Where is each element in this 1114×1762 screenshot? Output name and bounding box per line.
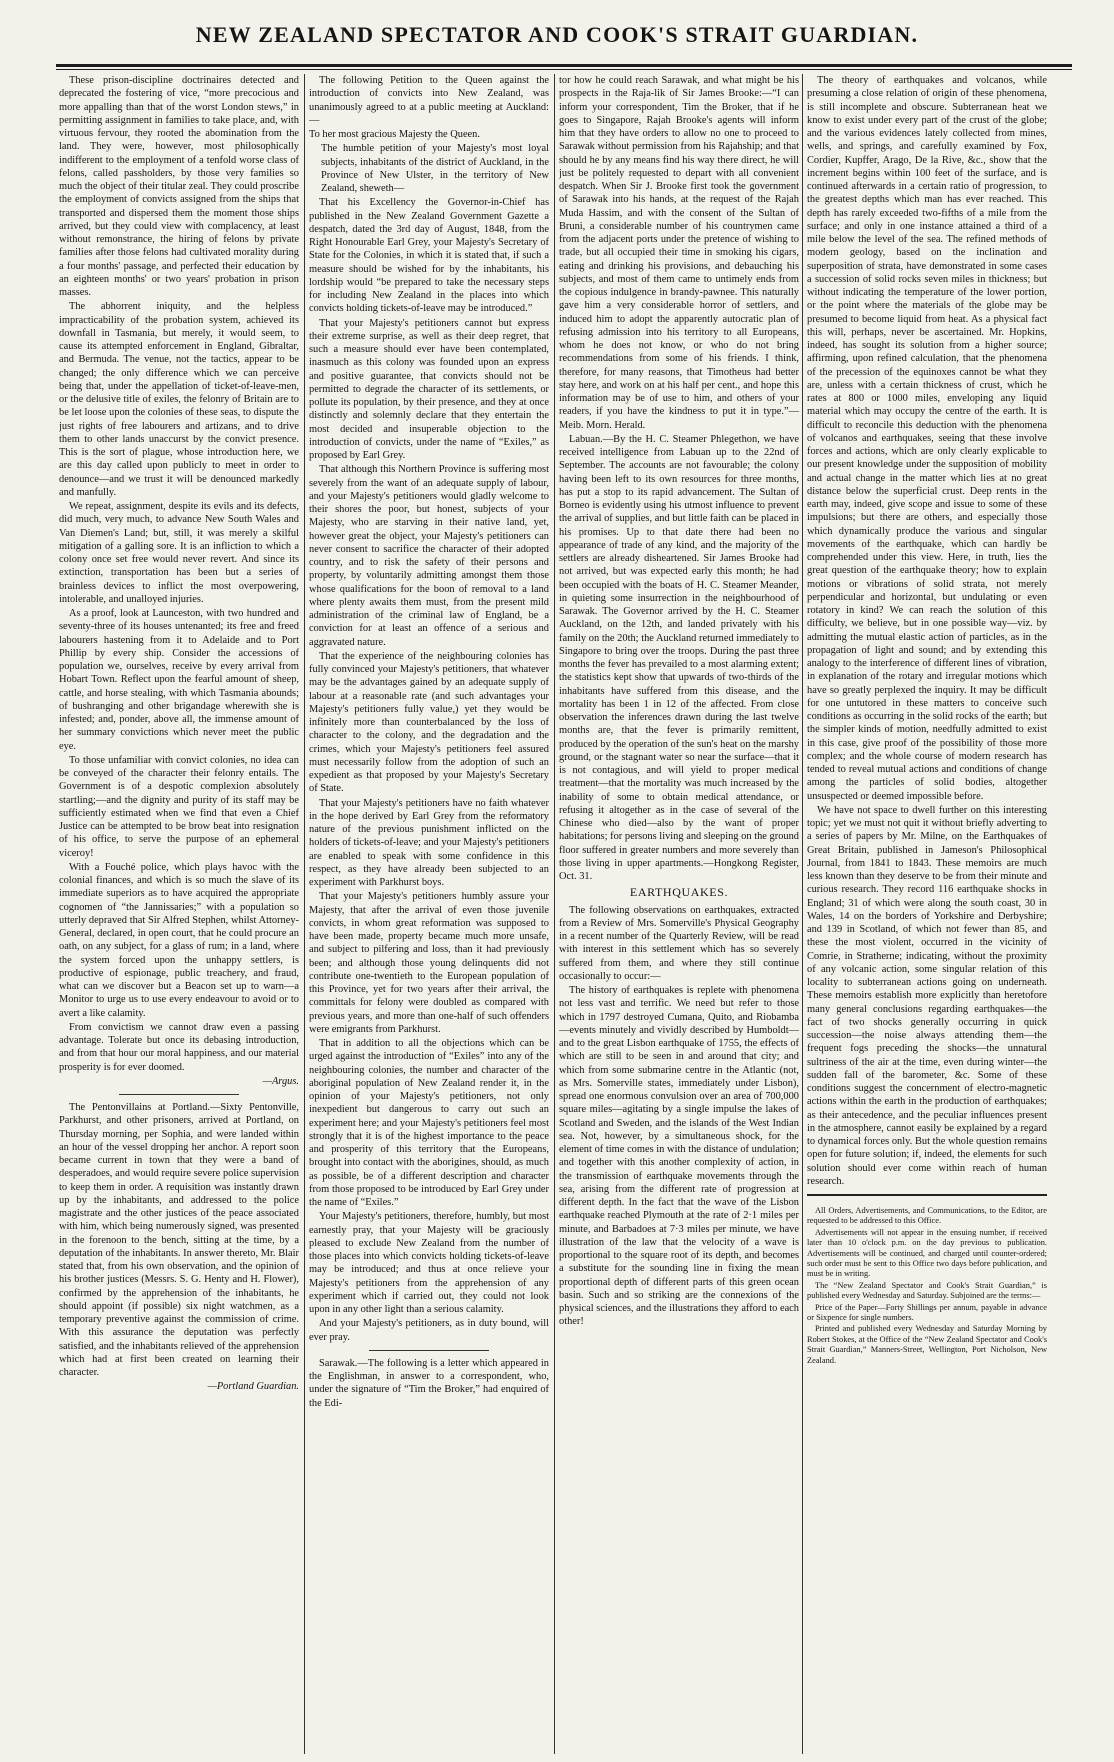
column-divider	[802, 74, 803, 1754]
paragraph: From convictism we cannot draw even a passing advantage. Tolerate but once its debasing introduction, and from that hour our moral happiness, and our material prosperity is for ever doomed.	[59, 1021, 299, 1073]
masthead-title: NEW ZEALAND SPECTATOR AND COOK'S STRAIT GUARDIAN.	[195, 22, 919, 47]
column-3	[559, 74, 799, 1752]
paragraph: The theory of earthquakes and volcanos, while presuming a close relation of origin of these phenomena, is still incomplete and obscure. Subterranean heat we know to exist under every part of the crust of the globe; and the various evidences lately collected from mines, wells, and springs, and carefully examined by Fox, Cordier, Kupffer, Arago, De la Rive, &c., show that the increment begins within 100 feet of the surface, and is continued afterwards in a certain ratio of progression, to the greatest depths which man has ever reached. This depth has rarely exceeded two-fifths of a mile from the surface; and only in one instance attained a third of a mile below the level of the sea. The refined methods of modern geology, based on the inclination and superposition of strata, have demonstrated in some cases a succession of solid rocks seven miles in thickness; but without indicating the temperature of the lower portion, or the point where the materials of the globe may be presumed to become liquid from heat. As a physical fact this will, perhaps, never be ascertained. Mr. Hopkins, indeed, has sought its solution from a higher source; affirming, upon refined calculation, that the phenomena of the precession of the equinoxes cannot be what they are, unless with a certain thickness of crust, which he rates at 800 or 1000 miles, enveloping any liquid material which may occupy the centre of the earth. It is difficult to reconcile this deduction with the phenomena of volcanos and earthquakes, seeing that these involve forces and actions, which are only clearly explicable to our present knowledge under the supposition of mobility and actual change in the matter which lies at no great distance below the superficial crust. Deep rents in the earth may, indeed, give scope and issue to some of these impulsions; but there are others, and especially those which dynamically produce the various and singular movements of the earthquake, which can hardly be comprehended under this view. Here, in truth, lies the great question of the earthquake theory; how to explain motions or vibrations of solid strata, not merely perpendicular and horizontal, but undulating or even rotatory in kind? We can reach the solution of this difficulty, we believe, but in one possible way—viz. by admitting the mutual elastic action of particles, as in the propagation of light and sound; and by extending this analogy to the interference of different lines of vibration, in explanation of the rotary and irregular motions which have so greatly perplexed the inquiry. It may be difficult for one untutored in these matters to conceive such conditions as occurring in the solid rocks of the earth; but the simpler kinds of motion, needfully admitted to exist in this case, give proof of the possibility of those more complex; and the whole course of modern research has tended to reveal mutual actions and conditions of change among the particles of solid bodies, altogether unsuspected or deemed impossible before.	[807, 75, 1047, 802]
paragraph: We have not space to dwell further on this interesting topic; yet we must not quit it without briefly adverting to a series of papers by Mr. Milne, on the Earthquakes of Great Britain, published in Jameson's Philosophical Journal, from 1841 to 1843. These memoirs are much less known than they deserve to be from their minute and curious research. They record 116 earthquake shocks in England; 31 of which were along the south coast, 30 in Wales, 14 on the borders of Yorkshire and Derbyshire; and 139 in Scotland, of which not fewer than 85, and these the most violent, occurred in the vicinity of Comrie, in Stratherne; indicating, without the proximity of any volcanic action, some singular relation of this locality to subterranean actions going on underneath. These memoirs establish more explicitly than heretofore many general conclusions regarding earthquakes—the fact of two shocks generally occurring in quick succession—the noise always attending them—the frequent fogs preceding the shocks—the unnatural sultriness of the air at the time, even during winter—the sudden fall of the barometer, &c. Some of these conditions suggest the concernment of electro-magnetic actions within the earth in the production of earthquakes; as their antecedence, and the peculiar influences present in the atmosphere, cannot easily be explained by a regard to dynamical forces only. But the whole question remains open for future solution; if, indeed, the elements for such solution should ever come within reach of human research.	[807, 804, 1047, 1187]
paragraph: That your Majesty's petitioners have no faith whatever in the hope derived by Earl Grey from the reformatory nature of the previous punishment inflicted on the holders of tickets-of-leave; and your Majesty's petitioners are enabled to speak with some confidence in this respect, as they have already been subjected to an experiment with Parkhurst boys.	[309, 797, 549, 888]
paragraph: With a Fouché police, which plays havoc with the colonial finances, and which is so much the slave of its immediate superiors as to have acquired the appropriate cognomen of “the Jannissaries;” with a population so utterly depraved that Sir Alfred Stephen, whilst Attorney-General, declared, in open court, that he could procure an oath, on any subject, for a glass of rum; in a land, where the system forced upon the unhappy settlers, is productive of espionage, public treachery, and fraud, what can we discover but a Beacon set up to warn—a Monitor to urge us to use every endeavour to avoid or to avert a like calamity.	[59, 861, 299, 1019]
article-source: —Portland Guardian.	[207, 1381, 299, 1393]
publisher-notice	[807, 1206, 1047, 1366]
paragraph: That in addition to all the objections which can be urged against the introduction of “Exiles” into any of the neighbouring colonies, the number and character of the aboriginal population of New Zealand render it, in the opinion of your Majesty's petitioners, not only inexpedient but dangerous to carry out such an experiment here; and your Majesty's petitioners feel most strongly that it is of the highest importance to the peace and prosperity of this territory that the Europeans, brought into contact with the aborigines, should, as much as possible, be of a different description and character from those proposed to be introduced by Earl Grey under the name of “Exiles.”	[309, 1038, 549, 1208]
section-heading: EARTHQUAKES.	[629, 885, 729, 900]
notice-line: Price of the Paper—Forty Shillings per annum, payable in advance or Sixpence for single numbers.	[807, 1302, 1047, 1323]
column-divider	[554, 74, 555, 1754]
paragraph: That your Majesty's petitioners humbly assure your Majesty, that after the arrival of even those juvenile convicts, in whom great reformation was supposed to have been made, property became much more unsafe, and subject to pilfering and loss, than it had previously been; and although those young delinquents did not contribute one-twentieth to the European population of this Province, yet for two years after their arrival, the committals for felony were doubled as compared with previous years, and more than one-half of such offenders were emigrants from Parkhurst.	[309, 891, 549, 1035]
paragraph: That your Majesty's petitioners cannot but express their extreme surprise, as well as their deep regret, that such a measure should ever have been contemplated, inasmuch as this colony was founded upon an express and positive guarantee, that convicts should not be permitted to degrade the character of its settlements, or pollute its population, by their presence, and they at once distinctly and solemnly declare that they entertain the most decided and insuperable objection to the introduction of convicts, under the name of “Exiles,” as proposed by Earl Grey.	[309, 317, 549, 461]
masthead-rule-thick	[56, 64, 1072, 67]
column-4	[807, 74, 1047, 1752]
notice-line: All Orders, Advertisements, and Communications, to the Editor, are requested to be addressed to this Office.	[807, 1206, 1047, 1226]
paragraph: That his Excellency the Governor-in-Chief has published in the New Zealand Government Gazette a despatch, dated the 3rd day of August, 1848, from the Right Honourable Earl Grey, your Majesty's Secretary of State for the Colonies, in which it is stated that, if such a measure should be wished for by the inhabitants, his lordship would “be prepared to take the necessary steps for including New Zealand in the places into which convicts holding tickets-of-leave may be introduced.”	[309, 197, 549, 315]
article-separator	[119, 1094, 239, 1095]
paragraph: As a proof, look at Launceston, with two hundred and seventy-three of its houses untenanted; its free and freed labourers hastening from it to Adelaide and to Port Phillip by every ship. Consider the accessions of population we, ourselves, receive by every arrival from Hobart Town. Reflect upon the fearful amount of sheep, cattle, and horse stealing, with which Tasmania abounds; of bushranging and other brigandage wherewith she is infested; and, ponder, above all, the immense amount of her summary convictions which never meet the public eye.	[59, 608, 299, 752]
paragraph: The following observations on earthquakes, extracted from a Review of Mrs. Somerville's Physical Geography in a recent number of the Quarterly Review, will be read with interest in this settlement which has so severely suffered from them, and where they still continue occasionally to occur:—	[559, 904, 799, 982]
paragraph: The abhorrent iniquity, and the helpless impracticability of the probation system, achieved its downfall in Tasmania, but merely, it would seem, to cause its attempted enforcement in England, Gibraltar, and Bermuda. The venue, not the tactics, appear to be changed; the only difference which we can perceive being that, under the appellation of ticket-of-leave-men, or the delusive title of exiles, the felonry of Britain are to be let loose upon the colonies of these seas, to dispute the just rights of free labourers and artizans, and to drive them to other lands unaccurst by the convict presence. This is the sort of plague, whose introduction here, we are this day called upon publicly to meet in order to denounce—and we trust it will be denounced markedly and manfully.	[59, 301, 299, 498]
paragraph: And your Majesty's petitioners, as in duty bound, will ever pray.	[309, 1318, 549, 1343]
article-source: —Argus.	[262, 1075, 299, 1087]
paragraph: We repeat, assignment, despite its evils and its defects, did much, very much, to advance New South Wales and Van Diemen's Land; but, still, it was merely a skilful mitigation of a galling sore. It is an infliction to which a colony once set free would never revert. And since its extinction, transportation has been but a series of brainless devices to inflict the most overpowering, intolerable, and unalloyed injuries.	[59, 501, 299, 605]
column-divider	[304, 74, 305, 1754]
paragraph: That the experience of the neighbouring colonies has fully convinced your Majesty's petitioners, that whatever may be the advantages gained by an adequate supply of labour at a reasonable rate (and such advantages your Majesty's petitioners fully value,) yet they would be infinitely more than counterbalanced by the loss of character to the colony, and the degradation and the crimes, which your Majesty's petitioners feel assured must necessarily follow from the adoption of such an expedient as that proposed by your Majesty's Secretary of State.	[309, 650, 549, 795]
sarawak-article: Sarawak.—The following is a letter which appeared in the Englishman, in answer to a correspondent, who, under the signature of “Tim the Broker,” had enquired of the Edi-	[309, 1357, 549, 1409]
notice-line: Advertisements will not appear in the ensuing number, if received later than 10 o'clock p.m. on the day previous to publication. Advertisements will be continued, and charged until counter-ordered; such order must be sent to this Office two days before publication, and must be in writing.	[807, 1227, 1047, 1279]
paragraph: To those unfamiliar with convict colonies, no idea can be conveyed of the character their felonry entails. The Government is of a despotic complexion absolutely startling;—and the dignity and purity of its staff may be sufficiently estimated when we find that even a Chief Justice can be attempted to be brow beat into resignation of his office, to serve the purpose of an ephemeral viceroy!	[59, 754, 299, 859]
paragraph: That although this Northern Province is suffering most severely from the want of an adequate supply of labour, and your Majesty's petitioners would gladly welcome to their shores the poor, but honest, subjects of your Majesty, who are starving in their native land, yet, however great the object, your Majesty's petitioners can never consent to sacrifice the character of their adopted country, and to risk the safety of their persons and property, by voluntarily admitting amongst them those whose qualifications for the boon of removal to a land where plenty awaits them must, from the present mild administration of the criminal law of England, be a conviction for at least an offence of a serious and aggravated nature.	[309, 464, 549, 648]
labuan-article: Labuan.—By the H. C. Steamer Phlegethon, we have received intelligence from Labuan up to the 22nd of September. The accounts are not favourable; the colony having been left to its own resources for three months, has put a stop to its rapid advancement. The Sultan of Borneo is evidently using his utmost influence to prevent the arrival of supplies, and but little faith can be placed in his promises. Up to that date there had been no appearance of trade of any kind, and the majority of the settlers are already disheartened. Sir James Brooke had not arrived, but was expected early this month; he had been occupied with the boats of H. C. Steamer Meander, in quieting some insurrection in the neighbourhood of Sarawak. The Governor arrived by the H. C. Steamer Auckland, on the 12th, and landed privately with his family on the 20th; the Auckland returned immediately to Singapore to bring over the troops. During the past three months the fever has prevailed to a most alarming extent; the statistics kept show that upwards of two-thirds of the inhabitants have suffered from this disease, and the mortality has been 1 in 12 of the affected. From close observation the inferences drawn during the last twelve months are, that the fever is primarily remittent, produced by the operation of the sun's heat on the marshy ground, or the stagnant water so near the surface—that it is not contagious, and will yield to proper medical treatment—that the mortality was much increased by the inability of some to obtain medical attendance, or refusing it altogether as in the case of several of the Chinese who died—also by the want of proper habitations; for persons living and sleeping on the ground floor suffered in greater numbers and more severely than those living in upper apartments.—Hongkong Register, Oct. 31.	[559, 433, 799, 882]
petition-address: To her most gracious Majesty the Queen.	[309, 129, 480, 140]
paragraph: These prison-discipline doctrinaires detected and deprecated the fostering of vice, “more precocious and more appalling than that of the worst London stews,” in permitting assignment in families to take place, and, with virtuous fervour, they rooted the abomination from the land. They were, however, most philosophically indifferent to the employment of a tenfold worse class of felons, called passholders, by those very families so much the object of their titular zeal. They could proscribe the employment of convicts assigned from the ships that transported and dispersed them the moment those ships arrived, but they could view with complacency, at least without remonstrance, the hiring of felons by private families after those felons had cultivated morality during a four months' passage, and perfected their education by an eighteen months' or two years' probation in prison masses.	[59, 75, 299, 298]
paragraph: tor how he could reach Sarawak, and what might be his prospects in the Raja-lik of Sir James Brooke:—“I can inform your correspondent, Tim the Broker, that if he goes to Singapore, Rajah Brooke's agents will inform him that they have orders to allow no one to proceed to Sarawak without permission from his Rajahship; and that should he by any means find his way there direct, he will just be politely requested to depart with all convenient despatch. When Sir J. Brooke first took the government of Sarawak into his hands, at the request of the Rajah Muda Hassim, and with the consent of the Sultan of Bruni, a considerable number of his countrymen came from the adjacent ports under the pretence of wishing to trade, but all occupied their time in smoking his cigars, eating and drinking his provisions, and debauching his subjects, and most of them came to untimely ends from the copious indulgence in brandy-pawnee. This naturally gave him a very considerable horror of settlers, and induced him to adopt the apparently autocratic plan of refusing admission into his territory to all Europeans, whom he does not know, or who do not bring recommendations from some of his friends. I think, therefore, for many reasons, that Timotheus had better stay here, and work on at his half per cent., and hope this information may be of use to him, and others of your readers, if you have the kindness to put it in type.”—Meib. Morn. Herald.	[559, 75, 799, 431]
masthead-rule-thin	[56, 69, 1072, 70]
petition-intro: The following Petition to the Queen against the introduction of convicts into New Zealand, was unanimously agreed to at a public meeting at Auckland:—	[309, 75, 549, 126]
notice-rule	[807, 1194, 1047, 1196]
article-separator	[369, 1350, 489, 1351]
notice-line: The “New Zealand Spectator and Cook's Strait Guardian,” is published every Wednesday and Saturday. Subjoined are the terms:—	[807, 1280, 1047, 1301]
paragraph: The humble petition of your Majesty's most loyal subjects, inhabitants of the district of Auckland, in the Province of New Ulster, in the territory of New Zealand, sheweth—	[321, 143, 549, 194]
column-1	[59, 74, 299, 1752]
portland-article: The Pentonvillains at Portland.—Sixty Pentonville, Parkhurst, and other prisoners, arrived at Portland, on Thursday morning, per Sophia, and were landed within an hour of the vessel dropping her anchor. A report soon became current in town that they were a band of desperadoes, and would require severe police supervision to keep them in order. A requisition was instantly drawn up by the inhabitants, and addressed to the police magistrate and the other justices of the peace associated with him, which being numerously signed, was presented in the forenoon to the bench, sitting at the time, by a deputation of the inhabitants. In answer thereto, Mr. Blair stated that, from his own observation, and the opinion of his brother justices (Messrs. S. G. Henty and H. Flower), confirmed by the apprehension of the inhabitants, he should appoint (if possible) six night watchmen, as a temporary preventive against the commission of crime. With this assurance the deputation was perfectly satisfied, and the inhabitants relieved of the apprehension which had at first been created on learning their character.	[59, 1102, 299, 1378]
column-2	[309, 74, 549, 1752]
paragraph: Your Majesty's petitioners, therefore, humbly, but most earnestly pray, that your Majesty will be graciously pleased to exclude New Zealand from the number of those places into which convicts holding tickets-of-leave may be introduced; and thus at once relieve your Majesty's petitioners from the apprehension of any experiment which if carried out, they could not look upon in any other light than a serious calamity.	[309, 1211, 549, 1315]
paragraph: The history of earthquakes is replete with phenomena not less vast and terrific. We need but refer to those which in 1797 destroyed Cumana, Quito, and Riobamba—events minutely and vividly described by Humboldt—and to the great Lisbon earthquake of 1755, the effects of which are still to be seen in and around that city; and which from some submarine centre in the Atlantic (not, as Mrs. Somerville states, immediately under Lisbon), spread one enormous convulsion over an area of 700,000 square miles—agitating by a single impulse the lakes of Scotland and Sweden, and the islands of the West Indian sea. Not, however, by a simultaneous shock, for the element of time comes in with the distance of undulation; and together with this another complexity of action, in the transmission of earthquake movements through the sea, arising from the different rate of progression at different depth. In the fact that the wave of the Lisbon earthquake reached Plymouth at the rate of 2·1 miles per minute, and Barbadoes at 7·3 miles per minute, we have illustration of the law that the velocity of a wave is proportional to the square root of its depth, and becomes a substitute for the sounding line in fixing the mean proportional depth of different parts of this green ocean basin. Such and so striking are the connexions of the physical sciences, and the illustrations they afford to each other!	[559, 985, 799, 1328]
notice-line: Printed and published every Wednesday and Saturday Morning by Robert Stokes, at the Office of the “New Zealand Spectator and Cook's Strait Guardian,” Manners-Street, Wellington, Port Nicholson, New Zealand.	[807, 1324, 1047, 1365]
